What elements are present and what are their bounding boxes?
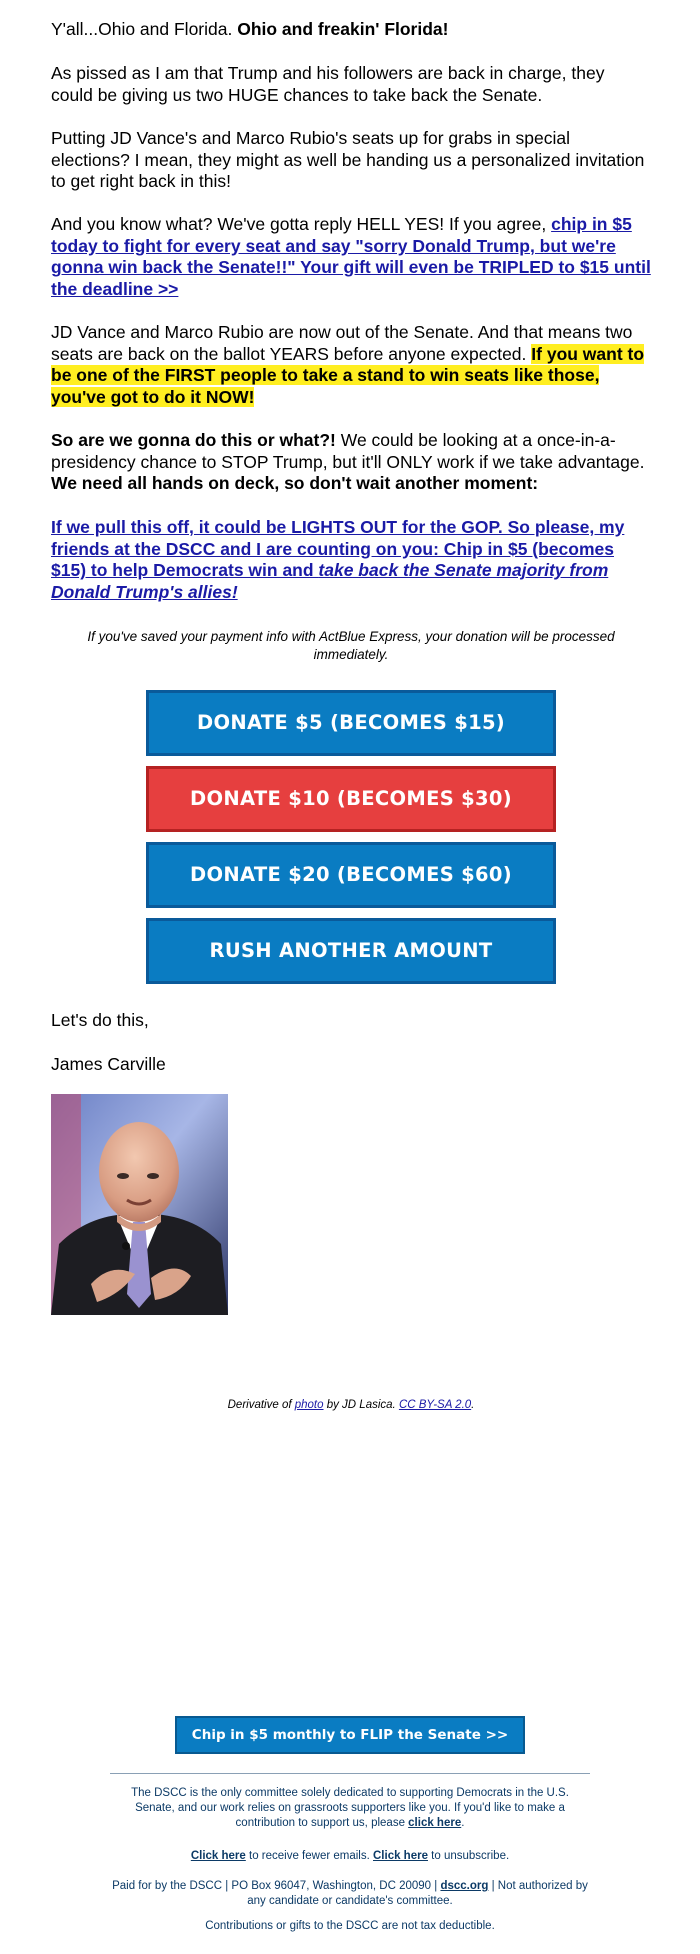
credit-suffix: . <box>471 1399 475 1411</box>
paragraph-4 <box>51 214 651 301</box>
paragraph-4-text: And you know what? We've gotta reply HELL YES! If you agree, <box>51 214 552 234</box>
paragraph-3: Putting JD Vance's and Marco Rubio's seats up for grabs in special elections? I mean, they might as well be handing us a personalized invitation to get right back in this! <box>51 128 645 192</box>
dscc-site-link[interactable]: dscc.org <box>440 1880 489 1892</box>
paragraph-6-text: We could be looking at a once-in-a-presidency chance to STOP Trump, but it'll ONLY work if we take advantage. <box>51 430 645 472</box>
fewer-emails-link[interactable]: Click here <box>190 1850 246 1862</box>
paragraph-7 <box>51 517 651 604</box>
paragraph-6 <box>51 430 651 495</box>
chip-in-link[interactable]: chip in $5 today to fight for every seat and say "sorry Donald Trump, but we're gonna win back the Senate!!" Your gift will even be TRIPLED to $15 until the deadline >> <box>51 214 651 300</box>
footer-about-end: . <box>461 1817 465 1829</box>
footer-about <box>110 1786 590 1831</box>
intro-text: Y'all...Ohio and Florida. <box>51 19 238 39</box>
fewer-emails-text: to receive fewer emails. <box>245 1850 373 1862</box>
paragraph-5 <box>51 322 651 409</box>
paid-for-text: Paid for by the DSCC | PO Box 96047, Washington, DC 20090 | <box>112 1880 441 1892</box>
signoff: Let's do this, <box>51 1010 149 1030</box>
contribute-link[interactable]: click here <box>408 1817 462 1829</box>
james-carville-photo <box>51 1094 228 1315</box>
lights-out-link-italic: take back the Senate majority from Donald Trump's allies! <box>51 560 609 603</box>
credit-prefix: Derivative of <box>227 1399 295 1411</box>
credit-middle: by JD Lasica. <box>323 1399 399 1411</box>
monthly-donation-button[interactable]: Chip in $5 monthly to FLIP the Senate >> <box>175 1716 525 1754</box>
license-link[interactable]: CC BY-SA 2.0 <box>398 1399 472 1411</box>
paragraph-6-bold-2: We need all hands on deck, so don't wait another moment: <box>51 473 539 494</box>
portrait-illustration <box>51 1094 228 1315</box>
photo-link[interactable]: photo <box>294 1399 324 1411</box>
donate-5-button[interactable]: DONATE $5 (BECOMES $15) <box>146 690 556 756</box>
unsubscribe-text: to unsubscribe. <box>427 1850 510 1862</box>
unsubscribe-link[interactable]: Click here <box>373 1850 428 1862</box>
donate-10-button[interactable]: DONATE $10 (BECOMES $30) <box>146 766 556 832</box>
paragraph-2: As pissed as I am that Trump and his followers are back in charge, they could be giving us two HUGE chances to take back the Senate. <box>51 63 605 105</box>
footer-email-prefs <box>110 1849 590 1864</box>
intro-bold: Ohio and freakin' Florida! <box>237 19 449 39</box>
photo-credit <box>51 1399 651 1411</box>
intro-paragraph <box>51 19 651 41</box>
highlighted-text: If you want to be one of the FIRST people to take a stand to win seats like those, you've got to do it NOW! <box>51 343 645 408</box>
lights-out-link-text: If we pull this off, it could be LIGHTS OUT for the GOP. So please, my friends at the DSCC and I are counting on you: Chip in $5 (becomes $15) to help Democrats win and <box>51 517 625 581</box>
actblue-note: If you've saved your payment info with ActBlue Express, your donation will be processed immediately. <box>87 629 615 662</box>
footer-paid-for <box>110 1879 590 1909</box>
paragraph-5-text: JD Vance and Marco Rubio are now out of the Senate. And that means two seats are back on the ballot YEARS before anyone expected. <box>51 322 633 364</box>
footer-about-text: The DSCC is the only committee solely dedicated to supporting Democrats in the U.S. Senate, and our work relies on grassroots supporters like you. If you'd like to make a contribution to support us, please <box>131 1787 569 1829</box>
paid-for-end: | Not authorized by any candidate or candidate's committee. <box>247 1880 588 1907</box>
footer-divider <box>110 1773 590 1774</box>
other-amount-button[interactable]: RUSH ANOTHER AMOUNT <box>146 918 556 984</box>
lights-out-link[interactable] <box>51 517 624 602</box>
signature: James Carville <box>51 1054 166 1074</box>
footer-tax-note: Contributions or gifts to the DSCC are not tax deductible. <box>205 1920 495 1932</box>
paragraph-6-bold-1: So are we gonna do this or what?! <box>51 430 336 450</box>
donate-20-button[interactable]: DONATE $20 (BECOMES $60) <box>146 842 556 908</box>
